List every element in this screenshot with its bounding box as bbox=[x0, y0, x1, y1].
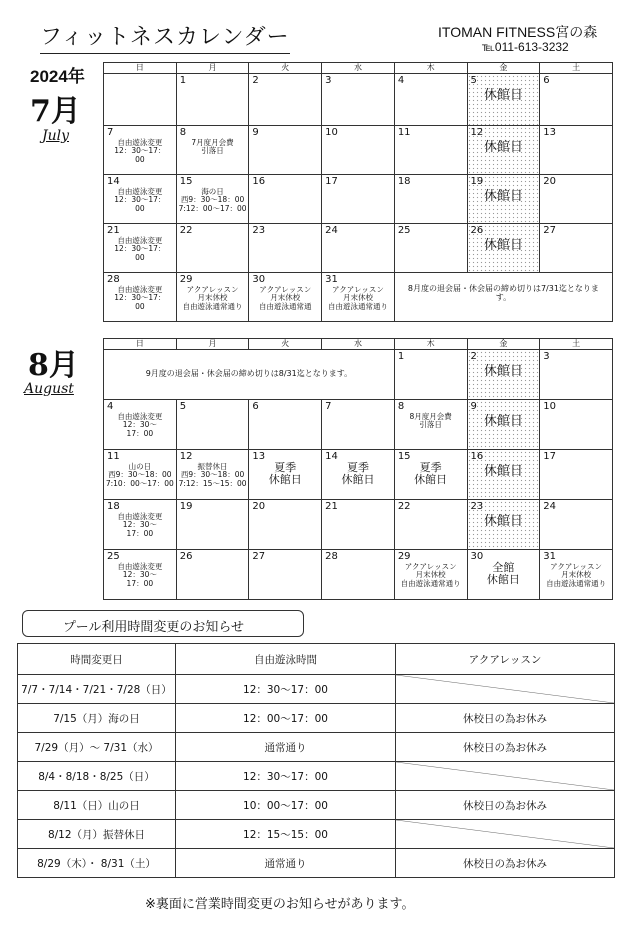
day-cell bbox=[104, 126, 177, 175]
day-cell bbox=[104, 550, 177, 600]
closure-note bbox=[322, 462, 394, 486]
week-row bbox=[104, 175, 613, 224]
day-cell bbox=[467, 175, 540, 224]
day-cell bbox=[322, 126, 395, 175]
aqua-text: 休校日の為お休み bbox=[463, 741, 547, 754]
schedule-header: 自由遊泳時間 bbox=[176, 644, 396, 675]
day-number: 5 bbox=[470, 75, 477, 86]
day-note-line: 月末休校 bbox=[415, 570, 446, 580]
aqua-text: 休校日の為お休み bbox=[463, 712, 547, 725]
day-cell bbox=[467, 224, 540, 273]
day-cell bbox=[322, 224, 395, 273]
day-number: 3 bbox=[543, 351, 550, 362]
day-note-line: 12：30～17： bbox=[114, 293, 166, 303]
page-title: フィットネスカレンダー bbox=[40, 20, 290, 54]
swim-time: 12：30～17：00 bbox=[176, 675, 396, 704]
day-note bbox=[322, 286, 394, 311]
weekday-3: 水 bbox=[322, 339, 395, 350]
day-cell bbox=[176, 224, 249, 273]
day-cell bbox=[540, 126, 613, 175]
day-cell bbox=[394, 450, 467, 500]
day-cell bbox=[394, 400, 467, 450]
day-note bbox=[104, 188, 176, 213]
schedule-row bbox=[18, 675, 615, 704]
day-number: 17 bbox=[325, 176, 338, 187]
day-note-line: 海の日 bbox=[201, 187, 224, 196]
day-number: 5 bbox=[179, 401, 187, 412]
weekday-0: 日 bbox=[104, 63, 177, 74]
day-cell bbox=[467, 550, 540, 600]
closure-note bbox=[468, 562, 540, 586]
day-note-line: アクアレッスン bbox=[332, 285, 384, 294]
day-note bbox=[395, 413, 467, 430]
weekday-6: 土 bbox=[540, 63, 613, 74]
day-cell bbox=[104, 400, 177, 450]
footer-note: ※裏面に営業時間変更のお知らせがあります。 bbox=[145, 897, 415, 912]
closed-label: 休館日 bbox=[483, 238, 523, 253]
schedule-row bbox=[18, 733, 615, 762]
swim-time: 12：15～15：00 bbox=[176, 820, 396, 849]
day-number: 28 bbox=[107, 274, 120, 285]
week-row bbox=[104, 350, 613, 400]
aqua-status bbox=[396, 704, 615, 733]
not-applicable-slash bbox=[396, 820, 614, 848]
day-note-line: 引落日 bbox=[419, 420, 442, 430]
august-month-en: August bbox=[24, 381, 74, 397]
day-note-line: 自由遊泳変更 bbox=[117, 412, 163, 421]
august-calendar bbox=[103, 338, 613, 600]
day-note-line: 引落日 bbox=[201, 146, 224, 156]
day-number: 18 bbox=[397, 176, 411, 187]
july-calendar bbox=[103, 62, 613, 322]
change-date: 7/29（月）～ 7/31（水） bbox=[18, 733, 176, 762]
day-note bbox=[177, 188, 249, 213]
day-note-line: 自由遊泳通常通り bbox=[182, 301, 243, 311]
closure-line: 全館 bbox=[492, 561, 515, 574]
gym-name: ITOMAN FITNESS宮の森 bbox=[438, 24, 598, 40]
day-number: 23 bbox=[470, 501, 484, 512]
day-cell bbox=[540, 450, 613, 500]
day-note bbox=[104, 237, 176, 262]
day-number: 11 bbox=[397, 127, 411, 138]
day-note-line: 00 bbox=[135, 203, 145, 213]
day-note bbox=[395, 563, 467, 588]
day-cell bbox=[249, 450, 322, 500]
day-cell bbox=[249, 273, 322, 322]
weekday-header-row bbox=[104, 63, 613, 74]
july-month-label: 7月 bbox=[30, 94, 81, 129]
weekday-4: 木 bbox=[394, 339, 467, 350]
day-cell bbox=[540, 175, 613, 224]
schedule-table bbox=[17, 643, 615, 878]
weekday-2: 火 bbox=[249, 339, 322, 350]
day-note-line: 12：30～ bbox=[122, 520, 157, 530]
day-cell bbox=[249, 400, 322, 450]
day-note-line: 自由遊泳通常通り bbox=[327, 301, 388, 311]
month-note: 9月度の退会届・休会届の締め切りは8/31迄となります。 bbox=[145, 369, 353, 378]
day-cell bbox=[104, 175, 177, 224]
day-number: 1 bbox=[397, 351, 405, 362]
day-cell bbox=[176, 450, 249, 500]
change-date: 8/12（月）振替休日 bbox=[18, 820, 176, 849]
aqua-status bbox=[396, 675, 615, 704]
change-date: 8/29（木）・ 8/31（土） bbox=[18, 849, 176, 878]
schedule-row bbox=[18, 762, 615, 791]
closure-line: 休館日 bbox=[268, 473, 302, 487]
day-cell bbox=[249, 74, 322, 126]
day-note bbox=[540, 563, 612, 588]
day-cell bbox=[322, 175, 395, 224]
day-cell bbox=[467, 400, 540, 450]
day-cell bbox=[176, 273, 249, 322]
weekday-3: 水 bbox=[322, 63, 395, 74]
day-note-line: 自由遊泳変更 bbox=[117, 512, 163, 521]
day-note-line: 月末休校 bbox=[342, 293, 373, 303]
day-cell bbox=[467, 350, 540, 400]
day-number: 31 bbox=[543, 551, 556, 562]
day-note bbox=[104, 139, 176, 164]
weekday-0: 日 bbox=[104, 339, 177, 350]
day-number: 6 bbox=[543, 75, 550, 86]
day-number: 20 bbox=[252, 501, 266, 512]
day-number: 9 bbox=[252, 127, 259, 138]
aqua-text: 休校日の為お休み bbox=[463, 857, 547, 870]
day-note-line: 月末休校 bbox=[270, 293, 301, 303]
not-applicable-slash bbox=[396, 675, 614, 703]
day-cell bbox=[176, 126, 249, 175]
day-number: 1 bbox=[179, 75, 187, 86]
day-cell bbox=[540, 500, 613, 550]
day-cell bbox=[104, 74, 177, 126]
day-number: 26 bbox=[179, 551, 193, 562]
day-note-line: 8月度月会費 bbox=[409, 412, 452, 421]
day-cell bbox=[540, 224, 613, 273]
day-note-line: 12：30～ bbox=[122, 570, 157, 580]
closure-line: 夏季 bbox=[274, 461, 297, 474]
day-cell bbox=[176, 74, 249, 126]
day-number: 25 bbox=[107, 551, 120, 562]
aqua-status bbox=[396, 762, 615, 791]
day-note-line: 7:12：15～15：00 bbox=[178, 478, 247, 488]
day-note-line: 自由遊泳変更 bbox=[117, 285, 163, 294]
day-note-line: 西9：30～18：00 bbox=[180, 470, 245, 480]
aqua-status bbox=[396, 791, 615, 820]
day-cell bbox=[249, 500, 322, 550]
day-number: 14 bbox=[107, 176, 120, 187]
day-cell bbox=[394, 74, 467, 126]
month-note-cell bbox=[104, 350, 395, 400]
weekday-header-row bbox=[104, 339, 613, 350]
day-cell bbox=[104, 273, 177, 322]
day-number: 30 bbox=[470, 551, 484, 562]
schedule-header: アクアレッスン bbox=[396, 644, 615, 675]
day-number: 14 bbox=[325, 451, 338, 462]
day-note-line: 12：30～17： bbox=[114, 195, 166, 205]
day-cell bbox=[322, 450, 395, 500]
day-cell bbox=[176, 400, 249, 450]
day-note-line: 00 bbox=[135, 154, 145, 164]
day-number: 13 bbox=[252, 451, 266, 462]
day-note-line: 7:10：00～17：00 bbox=[105, 478, 174, 488]
week-row bbox=[104, 550, 613, 600]
day-note-line: 振替休日 bbox=[197, 462, 228, 471]
phone-number: ℡011-613-3232 bbox=[482, 40, 569, 54]
day-number: 9 bbox=[470, 401, 477, 412]
closure-line: 夏季 bbox=[346, 461, 369, 474]
day-number: 6 bbox=[252, 401, 259, 412]
day-number: 19 bbox=[470, 176, 484, 187]
closure-line: 休館日 bbox=[486, 573, 520, 587]
day-note bbox=[249, 286, 321, 311]
swim-time: 通常通り bbox=[176, 849, 396, 878]
day-number: 25 bbox=[397, 225, 411, 236]
schedule-row bbox=[18, 820, 615, 849]
day-cell bbox=[176, 500, 249, 550]
day-cell bbox=[394, 550, 467, 600]
day-note-line: アクアレッスン bbox=[404, 562, 457, 571]
day-cell bbox=[176, 550, 249, 600]
day-cell bbox=[394, 350, 467, 400]
day-note-line: アクアレッスン bbox=[550, 562, 603, 571]
day-note-line: 12：30～17： bbox=[114, 146, 166, 156]
closed-label: 休館日 bbox=[483, 364, 523, 379]
week-row bbox=[104, 450, 613, 500]
change-date: 8/4・8/18・8/25（日） bbox=[18, 762, 176, 791]
day-number: 24 bbox=[543, 501, 556, 512]
swim-time: 12：00～17：00 bbox=[176, 704, 396, 733]
aqua-status bbox=[396, 849, 615, 878]
weekday-6: 土 bbox=[540, 339, 613, 350]
day-cell bbox=[540, 400, 613, 450]
month-note-cell bbox=[394, 273, 612, 322]
week-row bbox=[104, 273, 613, 322]
day-number: 12 bbox=[470, 127, 484, 138]
day-number: 15 bbox=[397, 451, 411, 462]
day-cell bbox=[394, 500, 467, 550]
day-number: 4 bbox=[397, 75, 405, 86]
aqua-text: 休校日の為お休み bbox=[463, 799, 547, 812]
closed-label: 休館日 bbox=[483, 414, 523, 429]
day-note-line: 自由遊泳変更 bbox=[117, 562, 163, 571]
week-row bbox=[104, 500, 613, 550]
day-cell bbox=[249, 126, 322, 175]
day-note-line: 自由遊泳変更 bbox=[117, 138, 163, 147]
closed-label: 休館日 bbox=[483, 140, 523, 155]
day-note-line: 00 bbox=[135, 252, 145, 262]
day-cell bbox=[249, 224, 322, 273]
closed-label: 休館日 bbox=[483, 88, 523, 103]
day-cell bbox=[104, 500, 177, 550]
year-label: 2024年 bbox=[30, 67, 85, 86]
swim-time: 10：00～17：00 bbox=[176, 791, 396, 820]
day-note-line: 自由遊泳通常通り bbox=[400, 578, 461, 588]
day-number: 28 bbox=[325, 551, 338, 562]
day-note-line: 12：30～ bbox=[122, 420, 157, 430]
day-number: 27 bbox=[543, 225, 556, 236]
change-date: 7/7・7/14・7/21・7/28（日） bbox=[18, 675, 176, 704]
closed-label: 休館日 bbox=[483, 464, 523, 479]
schedule-row bbox=[18, 704, 615, 733]
day-note-line: 12：30～17： bbox=[114, 244, 166, 254]
day-note-line: 00 bbox=[135, 301, 145, 311]
day-note bbox=[104, 286, 176, 311]
day-number: 16 bbox=[252, 176, 266, 187]
day-number: 15 bbox=[179, 176, 193, 187]
swim-time: 通常通り bbox=[176, 733, 396, 762]
day-note-line: 7月度月会費 bbox=[191, 138, 234, 147]
august-month-label: 8月 bbox=[28, 348, 79, 383]
aqua-status bbox=[396, 733, 615, 762]
day-note bbox=[104, 513, 176, 538]
day-number: 2 bbox=[252, 75, 259, 86]
day-cell bbox=[104, 224, 177, 273]
day-cell bbox=[540, 550, 613, 600]
day-cell bbox=[467, 74, 540, 126]
day-number: 22 bbox=[179, 225, 193, 236]
day-cell bbox=[322, 550, 395, 600]
day-note-line: 山の日 bbox=[128, 462, 152, 471]
not-applicable-slash bbox=[396, 762, 614, 790]
day-number: 31 bbox=[325, 274, 338, 285]
day-cell bbox=[322, 74, 395, 126]
week-row bbox=[104, 400, 613, 450]
closure-line: 休館日 bbox=[341, 473, 375, 487]
aqua-status bbox=[396, 820, 615, 849]
week-row bbox=[104, 74, 613, 126]
day-cell bbox=[540, 350, 613, 400]
day-note bbox=[104, 413, 176, 438]
day-number: 29 bbox=[179, 274, 193, 285]
day-cell bbox=[394, 126, 467, 175]
closure-note bbox=[249, 462, 321, 486]
day-number: 29 bbox=[397, 551, 411, 562]
day-cell bbox=[467, 500, 540, 550]
day-cell bbox=[467, 126, 540, 175]
weekday-5: 金 bbox=[467, 339, 540, 350]
day-number: 7 bbox=[325, 401, 332, 412]
schedule-header-row bbox=[18, 644, 615, 675]
day-cell bbox=[540, 74, 613, 126]
day-number: 8 bbox=[179, 127, 187, 138]
week-row bbox=[104, 224, 613, 273]
closure-note bbox=[395, 462, 467, 486]
day-number: 8 bbox=[397, 401, 405, 412]
day-note-line: 自由遊泳通常通 bbox=[259, 301, 312, 311]
day-number: 26 bbox=[470, 225, 484, 236]
day-note bbox=[177, 286, 249, 311]
day-note-line: アクアレッスン bbox=[259, 285, 312, 294]
day-cell bbox=[249, 550, 322, 600]
closure-line: 休館日 bbox=[414, 473, 448, 487]
day-note-line: 自由遊泳変更 bbox=[117, 187, 163, 196]
closed-label: 休館日 bbox=[483, 514, 523, 529]
change-date: 7/15（月）海の日 bbox=[18, 704, 176, 733]
month-note: 8月度の退会届・休会届の締め切りは7/31迄となります。 bbox=[407, 284, 599, 302]
day-number: 4 bbox=[107, 401, 114, 412]
closed-label: 休館日 bbox=[483, 189, 523, 204]
day-note-line: アクアレッスン bbox=[186, 285, 239, 294]
notice-box: プール利用時間変更のお知らせ bbox=[22, 610, 304, 637]
day-number: 17 bbox=[543, 451, 556, 462]
weekday-5: 金 bbox=[467, 63, 540, 74]
day-number: 10 bbox=[543, 401, 556, 412]
day-number: 22 bbox=[397, 501, 411, 512]
day-note-line: 自由遊泳変更 bbox=[117, 236, 163, 245]
day-note-line: 自由遊泳通常通り bbox=[546, 578, 607, 588]
day-cell bbox=[322, 400, 395, 450]
weekday-1: 月 bbox=[176, 63, 249, 74]
day-note bbox=[177, 139, 249, 156]
day-number: 21 bbox=[325, 501, 338, 512]
day-note-line: 17：00 bbox=[126, 578, 154, 588]
day-number: 24 bbox=[325, 225, 338, 236]
day-cell bbox=[249, 175, 322, 224]
weekday-2: 火 bbox=[249, 63, 322, 74]
day-number: 11 bbox=[107, 451, 120, 462]
day-note-line: 17：00 bbox=[126, 428, 154, 438]
day-cell bbox=[394, 175, 467, 224]
day-note-line: 西9：30～18：00 bbox=[108, 470, 172, 480]
day-number: 18 bbox=[107, 501, 120, 512]
day-number: 21 bbox=[107, 225, 120, 236]
day-number: 19 bbox=[179, 501, 193, 512]
schedule-row bbox=[18, 849, 615, 878]
week-row bbox=[104, 126, 613, 175]
day-number: 12 bbox=[179, 451, 193, 462]
day-number: 23 bbox=[252, 225, 266, 236]
day-number: 3 bbox=[325, 75, 332, 86]
day-cell bbox=[322, 500, 395, 550]
day-number: 27 bbox=[252, 551, 266, 562]
day-note-line: 月末休校 bbox=[561, 570, 592, 580]
day-cell bbox=[467, 450, 540, 500]
change-date: 8/11（日）山の日 bbox=[18, 791, 176, 820]
day-number: 10 bbox=[325, 127, 338, 138]
day-note bbox=[104, 563, 176, 588]
day-number: 30 bbox=[252, 274, 266, 285]
weekday-1: 月 bbox=[176, 339, 249, 350]
weekday-4: 木 bbox=[394, 63, 467, 74]
closure-line: 夏季 bbox=[419, 461, 442, 474]
swim-time: 12：30～17：00 bbox=[176, 762, 396, 791]
schedule-row bbox=[18, 791, 615, 820]
july-month-en: July bbox=[42, 128, 70, 144]
day-cell bbox=[394, 224, 467, 273]
day-note-line: 月末休校 bbox=[197, 293, 228, 303]
day-number: 13 bbox=[543, 127, 556, 138]
day-cell bbox=[322, 273, 395, 322]
day-number: 16 bbox=[470, 451, 484, 462]
day-cell bbox=[176, 175, 249, 224]
day-note-line: 7:12：00～17：00 bbox=[178, 203, 247, 213]
day-cell bbox=[104, 450, 177, 500]
day-number: 7 bbox=[107, 127, 114, 138]
day-note-line: 17：00 bbox=[126, 528, 154, 538]
day-note-line: 西9：30～18：00 bbox=[180, 195, 245, 205]
day-note bbox=[104, 463, 176, 488]
schedule-header: 時間変更日 bbox=[18, 644, 176, 675]
day-number: 20 bbox=[543, 176, 556, 187]
day-number: 2 bbox=[470, 351, 477, 362]
day-note bbox=[177, 463, 249, 488]
